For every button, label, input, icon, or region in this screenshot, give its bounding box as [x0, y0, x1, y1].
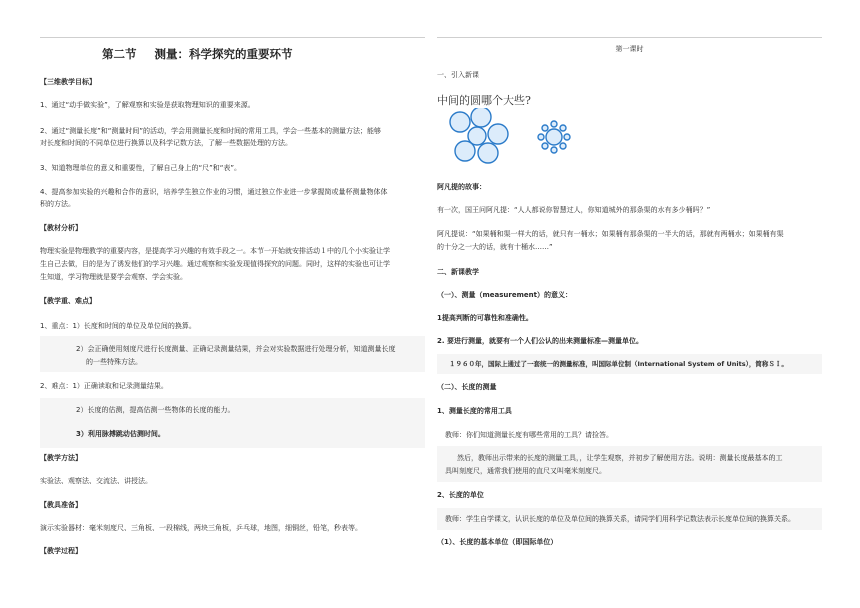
outer-circle [455, 141, 475, 161]
goal-1: 1、通过“动手做实验”，了解观察和实验是获取物理知识的重要来源。 [40, 101, 255, 109]
story-heading: 阿凡提的故事： [437, 183, 486, 191]
tools-text: 演示实验器材：毫米刻度尺、三角板、一段棉线，两块三角板，乒乓球，地图，细铜丝，铅笔，秒表等。 [40, 524, 362, 532]
story-line-2a: 阿凡提说：“如果桶和渠一样大的话，就只有一桶水；如果桶有那条渠的一半大的话，那就有两桶水；如果桶有渠 [437, 230, 784, 238]
poster-title: 中间的圆哪个大些? [437, 94, 531, 107]
key-point-2b: 的一些特殊方法。 [86, 358, 142, 366]
small-circle [560, 143, 566, 149]
base-unit-heading: （1）、长度的基本单位（即国际单位） [437, 538, 558, 546]
measurement-meaning-heading: （一）、测量（measurement）的意义： [437, 291, 572, 299]
small-circle [551, 147, 557, 153]
outer-circle [471, 108, 491, 127]
difficulty-1: 2、难点：1）正确读取和记录测量结果。 [40, 382, 168, 390]
top-rule-right [437, 37, 822, 38]
circle-illusion-image [437, 108, 597, 168]
difficulty-3: 3）利用脉搏跳动估测时间。 [76, 430, 165, 438]
outer-circle [450, 112, 470, 132]
length-heading: （二）、长度的测量 [437, 383, 497, 391]
lesson-header: 第一课时 [615, 45, 644, 53]
page-title [102, 46, 293, 62]
outer-circle [478, 143, 498, 163]
si-statement: １９６０年，国际上通过了一套统一的测量标准，叫国际单位制（International System of Units），简称ＳＩ。 [449, 360, 788, 368]
process-heading: 【教学过程】 [40, 547, 82, 555]
story-line-1: 有一次，国王问阿凡提：“人人都说你智慧过人，你知道城外的那条渠的水有多少桶吗？” [437, 206, 711, 214]
length-units-heading: 2、长度的单位 [437, 491, 484, 499]
tools-heading: 【教具准备】 [40, 501, 82, 509]
length-tools-heading: 1、测量长度的常用工具 [437, 407, 512, 415]
teacher-question: 教师：你们知道测量长度有哪些常用的工具？请捡答。 [445, 431, 613, 439]
difficulty-2: 2）长度的估测，提高估测一些物体的长度的能力。 [76, 406, 235, 414]
small-circle [560, 125, 566, 131]
measurement-point-1: 1提高判断的可靠性和准确性。 [437, 314, 533, 322]
key-point-2a: 2）会正确使用刻度尺进行长度测量、正确记录测量结果，并会对实验数据进行处理分析，知道测量长度 [76, 345, 396, 353]
tools-demo-a: 然后，教师出示带来的长度的测量工具，，让学生观察，并初步了解使用方法。说明：测量长度最基本的工 [457, 454, 783, 462]
new-lesson-heading: 二、新课教学 [437, 268, 479, 276]
goal-2b: 对长度和时间的不同单位进行换算以及科学记数方法，了解一些数据处理的方法。 [40, 139, 292, 147]
top-rule [40, 37, 425, 38]
intro-heading: 一、引入新课 [437, 71, 479, 79]
units-instruction: 教师：学生自学课文，认识长度的单位及单位间的换算关系，请同学们用科学记数法表示长度单位间的换算关系。 [445, 515, 795, 523]
goal-4a: 4、提高参加实验的兴趣和合作的意识，培养学生独立作业的习惯，通过独立作业进一步掌握简或量杯测量物体体 [40, 188, 388, 196]
small-circle [551, 121, 557, 127]
analysis-heading: 【教材分析】 [40, 224, 82, 232]
analysis-line-3: 生知道，学习物理就是要学会观察、学会实验。 [40, 273, 187, 281]
small-circle [542, 125, 548, 131]
center-circle-right [546, 129, 562, 145]
story-line-2b: 的十分之一大的话，就有十桶水……” [437, 243, 553, 251]
outer-circle [488, 124, 508, 144]
goal-3: 3、知道物理单位的意义和重要性，了解自己身上的“尺”和“表”。 [40, 164, 241, 172]
analysis-line-2: 生自己去做，目的是为了诱发他们的学习兴趣。通过观察和实验发现值得探究的问题。同时，这样的实验也可让学 [40, 260, 390, 268]
measurement-point-2: 2. 要进行测量，就要有一个人们公认的出来测量标准—测量单位。 [437, 337, 643, 345]
tools-demo-b: 具叫刻度尺，通常我们使用的直尺又叫毫米刻度尺。 [445, 467, 606, 475]
methods-text: 实验法、观察法、交流法、讲授法。 [40, 477, 152, 485]
small-circle [542, 143, 548, 149]
goal-4b: 积的方法。 [40, 200, 75, 208]
small-circle [564, 134, 570, 140]
small-circle [538, 134, 544, 140]
methods-heading: 【教学方法】 [40, 454, 82, 462]
title-text: 测量：科学探究的重要环节 [154, 47, 293, 61]
keypoints-heading: 【教学重、难点】 [40, 297, 96, 305]
title-section: 第二节 [102, 47, 137, 61]
analysis-line-1: 物理实验是物理教学的重要内容，是提高学习兴趣的有效手段之一。本节一开始就安排活动１中的几个小实验让学 [40, 247, 390, 255]
goal-2a: 2、通过“测量长度”和“测量时间”的活动，学会用测量长度和时间的常用工具，学会一些基本的测量方法；能够 [40, 127, 381, 135]
goals-heading: 【三维教学目标】 [40, 78, 96, 86]
key-point-1: 1、重点：1）长度和时间的单位及单位间的换算。 [40, 322, 196, 330]
